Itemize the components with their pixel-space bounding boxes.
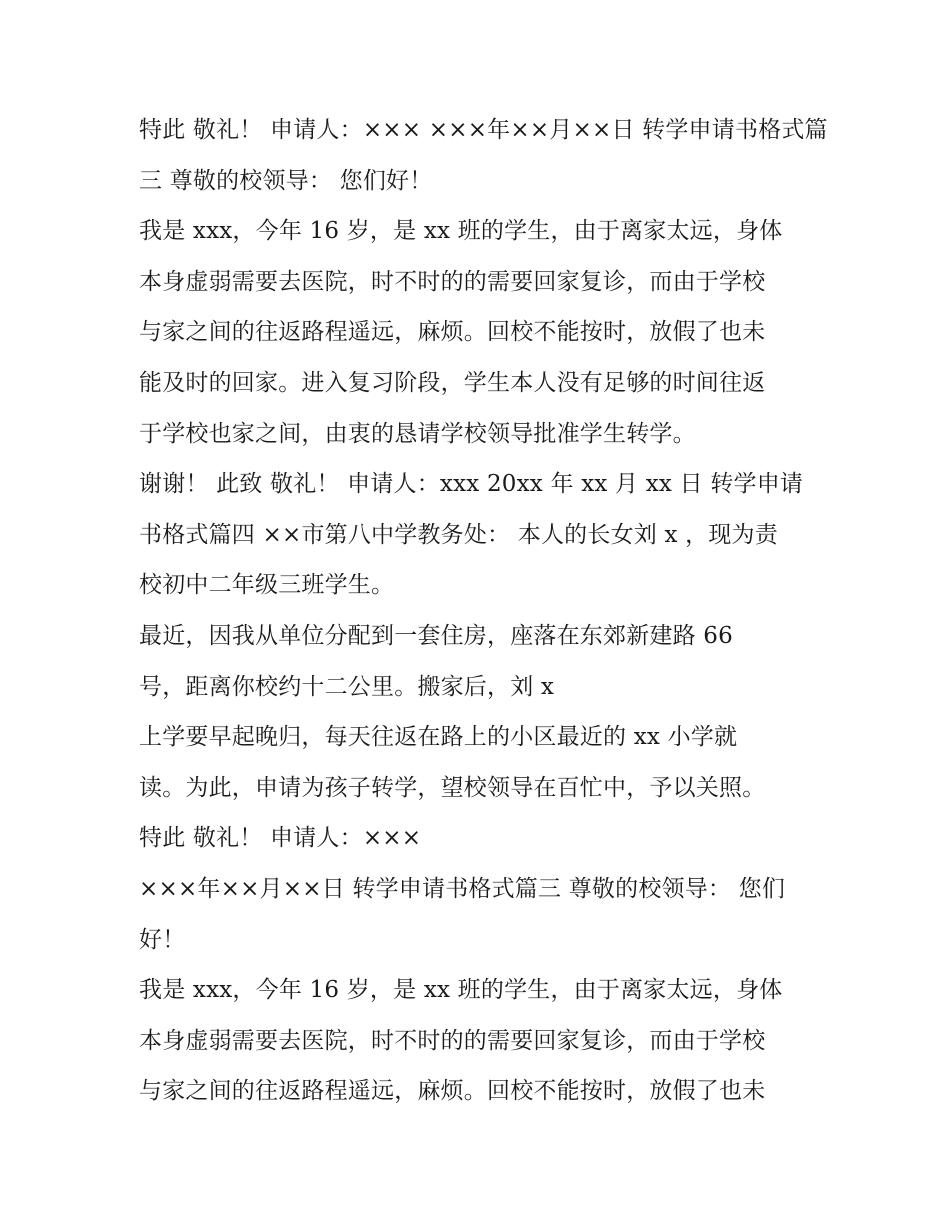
text-line: 本身虚弱需要去医院，时不时的的需要回家复诊，而由于学校 (139, 1027, 766, 1054)
text-line: 能及时的回家。进入复习阶段，学生本人没有足够的时间往返 (139, 369, 766, 396)
text-line: 读。为此，申请为孩子转学，望校领导在百忙中，予以关照。 (139, 774, 766, 801)
text-line: 谢谢！ 此致 敬礼！ 申请人：xxx 20xx 年 xx 月 xx 日 转学申请 (139, 471, 804, 498)
text-line: 上学要早起晚归，每天往返在路上的小区最近的 xx 小学就 (139, 724, 738, 751)
text-line: 我是 xxx，今年 16 岁，是 xx 班的学生，由于离家太远，身体 (139, 218, 783, 245)
text-line: 与家之间的往返路程遥远，麻烦。回校不能按时，放假了也未 (139, 319, 766, 346)
text-line: 号，距离你校约十二公里。搬家后，刘 x (139, 673, 555, 700)
text-line: 特此 敬礼！ 申请人：××× (139, 825, 422, 852)
text-line: ×××年××月××日 转学申请书格式篇三 尊敬的校领导： 您们 (139, 875, 786, 902)
text-line: 我是 xxx，今年 16 岁，是 xx 班的学生，由于离家太远，身体 (139, 977, 783, 1004)
text-line: 三 尊敬的校领导： 您们好！ (139, 167, 433, 194)
text-line: 特此 敬礼！ 申请人：××× ×××年××月××日 转学申请书格式篇 (139, 117, 828, 143)
text-line: 于学校也家之间，由衷的恳请学校领导批准学生转学。 (139, 420, 696, 447)
text-line: 与家之间的往返路程遥远，麻烦。回校不能按时，放假了也未 (139, 1078, 766, 1105)
text-line: 本身虚弱需要去医院，时不时的的需要回家复诊，而由于学校 (139, 268, 766, 295)
text-line: 好！ (139, 926, 186, 953)
text-line: 校初中二年级三班学生。 (139, 572, 395, 599)
document-body (139, 105, 829, 1117)
text-line: 最近，因我从单位分配到一套住房，座落在东郊新建路 66 (139, 622, 733, 649)
text-line: 书格式篇四 ××市第八中学教务处： 本人的长女刘 x ，现为责 (139, 521, 778, 548)
